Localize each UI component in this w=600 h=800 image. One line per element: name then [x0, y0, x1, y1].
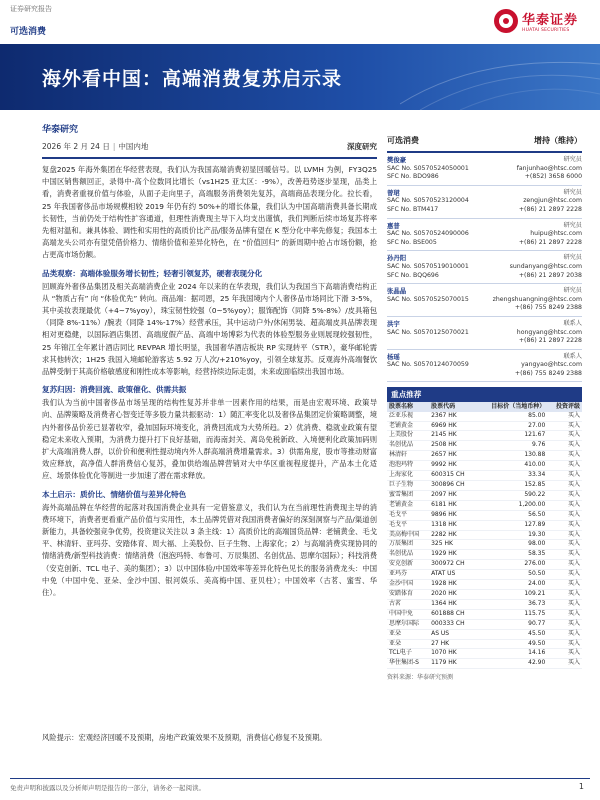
target-price-cell: 45.50	[476, 629, 548, 639]
table-row	[387, 570, 582, 580]
report-doc-type: 深度研究	[347, 142, 377, 151]
table-row	[387, 619, 582, 629]
stock-name-cell: 毛戈平	[387, 510, 429, 520]
target-price-cell: 50.50	[476, 570, 548, 580]
rating-cell: 买入	[547, 441, 582, 451]
analyst-list	[387, 156, 582, 382]
rating-cell: 买入	[547, 490, 582, 500]
stock-name-cell: 蜜雪集团	[387, 490, 429, 500]
stock-name-cell: 安踏体育	[387, 589, 429, 599]
table-row	[387, 421, 582, 431]
section-3-title: 本土启示：质价比、情绪价值与差异化特色	[42, 489, 187, 499]
stock-code-cell: 1364 HK	[429, 599, 475, 609]
table-row	[387, 560, 582, 570]
target-price-cell: 56.50	[476, 510, 548, 520]
stock-code-cell: 6969 HK	[429, 421, 475, 431]
analyst-card	[387, 320, 582, 350]
target-price-cell: 36.73	[476, 599, 548, 609]
analyst-phone: +(86) 21 2897 2228	[518, 238, 582, 246]
analyst-name: 孙丹阳	[387, 254, 407, 263]
target-price-cell: 127.89	[476, 520, 548, 530]
table-row	[387, 441, 582, 451]
analyst-role: 研究员	[563, 156, 582, 163]
stock-code-cell: 2508 HK	[429, 441, 475, 451]
analyst-card	[387, 189, 582, 219]
stock-code-cell: 1928 HK	[429, 580, 475, 590]
stock-code-cell: 300972 CH	[429, 560, 475, 570]
report-type-label: 证券研究报告	[10, 5, 52, 13]
col-target-price: 目标价（当地币种）	[476, 402, 548, 411]
table-row	[387, 540, 582, 550]
analyst-card	[387, 222, 582, 252]
stock-code-cell: ATAT US	[429, 570, 475, 580]
stock-name-cell: 万辰集团	[387, 540, 429, 550]
stock-code-cell: 600315 CH	[429, 471, 475, 481]
analyst-sac: SAC No. S0570519010001	[387, 262, 469, 270]
analyst-email[interactable]: yangyao@htsc.com	[521, 361, 582, 369]
table-row	[387, 461, 582, 471]
stock-code-cell: 2367 HK	[429, 412, 475, 421]
target-price-cell: 276.00	[476, 560, 548, 570]
stock-code-cell: AS US	[429, 629, 475, 639]
rating-cell: 买入	[547, 461, 582, 471]
stock-name-cell: 名创优品	[387, 441, 429, 451]
analyst-name: 杨瑶	[387, 352, 400, 361]
stock-name-cell: 泡泡玛特	[387, 461, 429, 471]
rating-header	[387, 135, 582, 153]
stock-name-cell: 华住集团-S	[387, 659, 429, 669]
table-row	[387, 649, 582, 659]
stock-code-cell: 1179 HK	[429, 659, 475, 669]
footer-divider	[10, 778, 590, 779]
target-price-cell: 90.77	[476, 619, 548, 629]
analyst-sfc: SFC No. BTM417	[387, 205, 439, 213]
analyst-sac: SAC No. S0570524090006	[387, 230, 469, 238]
table-row	[387, 471, 582, 481]
analyst-sac: SAC No. S0570523120004	[387, 197, 469, 205]
recommend-table	[387, 402, 582, 669]
section-2-body: 我们认为当前中国奢侈品市场呈现的结构性复苏并非单一因素作用的结果，而是由宏观环境、政策导向、品牌策略及消费者心智变迁等多股力量共振驱动：1）随汇率变化以及奢侈品集团定价策略调整，境内外奢侈品价差已显著收窄，叠加国际环境变化，消费回流成为大势所趋。2）优消费、稳就业政策有望稳定未来收入预期，为消费力提升打下良好基础，而海南封关、离岛免税新政、入境便利化政策加码则扩大高端消费人群，以价价和便利性提动境内外人群高端消费增量需求。3）供需角度，股市等推动财富效应释放，高净值人群消费信心复苏，叠加供给端品牌营销对大中华区重视程度提升，产品本土化适应、场景体验优化等制进一步加速了潜在需求释放。	[42, 398, 377, 481]
intro-paragraph: 复盘2025 年海外集团在华经营表现，我们认为我国高端消费初显回暖信号。以 LVMH 为例，FY3Q25 中国区销售额回正，录得中-高个位数同比增长（vs1H25 亚太区：-9%），改善趋势逐步显现，品类上看，消费者重视价值与体验，从面子走向里子，高端服务消费领先复苏，高端商品表现分化。拉长看，25 年我国奢侈品市场规模相较 2019 年仍有约 50%+的增长体量，我们认为中国高端消费具备长期成长韧性，当前仍处于结构性扩容通道，但理性消费现主导下入均支出谨慎，我们判断后续市场复苏将率先相对温和。兼具体验、调性和实用性的高质价比产品/服务品牌有望在 K 型分化中率先修复；我国本土高端龙头公司亦有望凭借价格力、情绪价值和差异化特色，在 “价值回归” 的新周期中抢占市场份额，抢占更高市场份额。	[42, 165, 377, 260]
stock-name-cell: 老铺黄金	[387, 421, 429, 431]
target-price-cell: 1,200.00	[476, 500, 548, 510]
analyst-card	[387, 353, 582, 383]
stock-name-cell: 巨子生物	[387, 481, 429, 491]
analyst-role: 研究员	[563, 254, 582, 262]
table-row	[387, 510, 582, 520]
stock-code-cell: 2145 HK	[429, 431, 475, 441]
analyst-sfc: SFC No. BSE005	[387, 238, 437, 246]
target-price-cell: 33.34	[476, 471, 548, 481]
stock-name-cell: 中国中免	[387, 609, 429, 619]
target-price-cell: 85.00	[476, 412, 548, 421]
rating-sector: 可选消费	[387, 136, 419, 145]
stock-code-cell: 6181 HK	[429, 500, 475, 510]
stock-code-cell: 9992 HK	[429, 461, 475, 471]
col-stock-name: 股票名称	[387, 402, 429, 411]
analyst-email[interactable]: hongyang@htsc.com	[516, 328, 582, 336]
stock-code-cell: 300896 CH	[429, 481, 475, 491]
analyst-name: 洪宇	[387, 319, 400, 328]
disclaimer-note: 免责声明和披露以及分析师声明是报告的一部分，请务必一起阅读。	[10, 784, 205, 792]
rating-cell: 买入	[547, 451, 582, 461]
stock-name-cell: 思摩尔国际	[387, 619, 429, 629]
page-footer	[0, 778, 600, 792]
analyst-name: 樊俊豪	[387, 156, 407, 164]
rating-cell: 买入	[547, 659, 582, 669]
target-price-cell: 42.90	[476, 659, 548, 669]
section-1-body: 回顾海外奢侈品集团及相关高端消费企业 2024 年以来的在华表现，我们认为我国当下高端消费结构正从 “物质占有” 向 “体验优先” 转向。商品端：据司恩，25 年我国境内个人奢侈品市场同比下滑 3-5%，其中美妆表现最优（+4~7%yoy），珠宝韧性较强（0~5%yoy）；服饰配饰（同降 5%-8%）/皮具箱包（同降 8%-11%）/腕表（同降 14%-17%）经营承压，其中运动户外/休闲男装、超高端皮具品牌表现相对更稳健，以国际酒店集团、高端度假产品、高端中场博彩为代表的体验型服务业则展现较强韧性，25 年锦江全年累计酒店同比 REVPAR 增长明显，我国奢华酒店板块 RP 实现转平（STR），豪华邮轮需求其他转次；1H25 我国入境邮轮游客达 5.92 万人次/+210%yoy，引领全球复苏。反观海外高端餐饮品牌受制于其高价格敏感度和刚性成本等影响，经营持续边际走弱，未来或面临续出我国市场。	[42, 281, 377, 377]
target-price-cell: 14.16	[476, 649, 548, 659]
target-price-cell: 58.35	[476, 550, 548, 560]
rating-cell: 买入	[547, 540, 582, 550]
target-price-cell: 152.85	[476, 481, 548, 491]
stock-name-cell: 名创优品	[387, 550, 429, 560]
rating-cell: 买入	[547, 629, 582, 639]
rating-cell: 买入	[547, 570, 582, 580]
target-price-cell: 130.88	[476, 451, 548, 461]
analyst-email[interactable]: fanjunhao@htsc.com	[516, 164, 582, 172]
table-row	[387, 609, 582, 619]
table-row	[387, 490, 582, 500]
target-price-cell: 49.50	[476, 639, 548, 649]
rating-cell: 买入	[547, 649, 582, 659]
stock-name-cell: 金沙中国	[387, 580, 429, 590]
analyst-card	[387, 156, 582, 186]
rating-cell: 买入	[547, 599, 582, 609]
analyst-email[interactable]: zhengshuangning@htsc.com	[492, 295, 582, 303]
research-org: 华泰研究	[42, 125, 79, 135]
report-region: 中国内地	[118, 142, 149, 151]
rating-cell: 买入	[547, 580, 582, 590]
rating-cell: 买入	[547, 550, 582, 560]
table-row	[387, 629, 582, 639]
stock-code-cell: 9896 HK	[429, 510, 475, 520]
table-row	[387, 530, 582, 540]
page-number: 1	[578, 782, 584, 791]
analyst-sfc: SFC No. BQQ696	[387, 271, 439, 279]
table-row	[387, 412, 582, 421]
stock-code-cell: 601888 CH	[429, 609, 475, 619]
stock-name-cell: 老铺黄金	[387, 500, 429, 510]
report-category: 可选消费	[10, 27, 47, 37]
analyst-sac: SAC No. S0570524050001	[387, 164, 469, 172]
target-price-cell: 24.00	[476, 580, 548, 590]
huatai-logo-icon	[494, 9, 518, 33]
analyst-phone: +(86) 21 2897 2038	[518, 271, 582, 279]
analyst-phone: +(86) 21 2897 2228	[518, 205, 582, 213]
rating-value: 增持（维持）	[534, 136, 582, 145]
analyst-phone: +(86) 21 2897 2228	[518, 337, 582, 345]
sidebar-column	[387, 118, 582, 681]
target-price-cell: 109.21	[476, 589, 548, 599]
rating-cell: 买入	[547, 500, 582, 510]
analyst-sac: SAC No. S0570124070059	[387, 361, 469, 369]
analyst-name: 惠普	[387, 221, 400, 230]
rating-cell: 买入	[547, 560, 582, 570]
huatai-logo	[494, 6, 586, 36]
stock-name-cell: TCL电子	[387, 649, 429, 659]
analyst-email[interactable]: sundanyang@htsc.com	[509, 262, 582, 270]
target-price-cell: 590.22	[476, 490, 548, 500]
rating-cell: 买入	[547, 481, 582, 491]
table-row	[387, 659, 582, 669]
stock-name-cell: 亚朵	[387, 629, 429, 639]
target-price-cell: 410.00	[476, 461, 548, 471]
stock-code-cell: 2657 HK	[429, 451, 475, 461]
table-row	[387, 639, 582, 649]
table-row	[387, 589, 582, 599]
rating-cell: 买入	[547, 619, 582, 629]
stock-code-cell: 000333 CH	[429, 619, 475, 629]
target-price-cell: 19.30	[476, 530, 548, 540]
analyst-sac: SAC No. S0570125070021	[387, 328, 469, 336]
section-1-title: 品类观察：高端体验服务增长韧性；轻奢引领复苏，硬奢表现分化	[42, 268, 263, 278]
target-price-cell: 27.00	[476, 421, 548, 431]
rating-cell: 买入	[547, 510, 582, 520]
recommend-title: 重点推荐	[387, 387, 582, 402]
rating-cell: 买入	[547, 530, 582, 540]
analyst-role: 研究员	[563, 188, 582, 196]
table-source: 资料来源：华泰研究预测	[387, 674, 454, 682]
rating-cell: 买入	[547, 609, 582, 619]
analyst-role: 研究员	[563, 221, 582, 229]
table-row	[387, 599, 582, 609]
analyst-phone: +(86) 755 8249 2388	[514, 304, 582, 312]
stock-name-cell: 古茗	[387, 599, 429, 609]
report-meta: 2026 年 2 月 24 日 | 中国内地 深度研究	[42, 141, 377, 159]
target-price-cell: 115.75	[476, 609, 548, 619]
recommend-header-row	[387, 402, 582, 411]
col-stock-code: 股票代码	[429, 402, 475, 411]
analyst-phone: +(852) 3658 6000	[524, 173, 582, 181]
stock-name-cell: 泛亚乐视	[387, 412, 429, 421]
stock-code-cell: 1318 HK	[429, 520, 475, 530]
target-price-cell: 9.76	[476, 441, 548, 451]
analyst-card	[387, 254, 582, 284]
rating-cell: 买入	[547, 412, 582, 421]
rating-cell: 买入	[547, 431, 582, 441]
analyst-role: 联系人	[563, 319, 582, 327]
stock-code-cell: 325 HK	[429, 540, 475, 550]
rating-cell: 买入	[547, 639, 582, 649]
report-title: 海外看中国：高端消费复苏启示录	[42, 68, 343, 90]
stock-name-cell: 亚朵	[387, 639, 429, 649]
stock-code-cell: 2282 HK	[429, 530, 475, 540]
section-3-body: 海外高端品牌在华经营的起落对我国消费企业具有一定借鉴意义，我们认为在当前理性消费现主导的消费环境下，消费者更看重产品价值与实用性，本土品牌凭借对我国消费者偏好的深刻洞察与产品/渠道创新能力，具备较强竞争优势，投资建议关注以 3 条主线：1）高质价比的高端国货品牌：老铺黄金、毛戈平、林清轩、亚玛芬、安踏体育、周大福、上美股份、巨子生物、上海家化；2）与高端消费实现协同的情绪消费/新型科技消费：情绪消费（泡泡玛特、布鲁可、万辰集团、名创优品、思摩尔国际）；科技消费（安克创新、TCL 电子、美的集团）；3）以中国体验/中国效率等差异化特色见长的服务消费龙头：中国中免（中国中免、亚朵、金沙中国、银河娱乐、美高梅中国、亚贝柱）；中国效率（古茗、蜜雪、华住）。	[42, 502, 377, 598]
rating-cell: 买入	[547, 520, 582, 530]
stock-code-cell: 1070 HK	[429, 649, 475, 659]
analyst-sfc: SFC No. BDO986	[387, 173, 439, 181]
stock-name-cell: 毛戈平	[387, 520, 429, 530]
table-row	[387, 431, 582, 441]
table-row	[387, 550, 582, 560]
analyst-name: 张晶晶	[387, 287, 407, 296]
target-price-cell: 98.00	[476, 540, 548, 550]
section-2-title: 复苏归因：消费回流、政策催化、供需共振	[42, 385, 187, 395]
target-price-cell: 121.67	[476, 431, 548, 441]
analyst-email[interactable]: zengjun@htsc.com	[523, 197, 582, 205]
stock-name-cell: 上美股份	[387, 431, 429, 441]
stock-code-cell: 1929 HK	[429, 550, 475, 560]
table-row	[387, 481, 582, 491]
banner-decoration	[400, 44, 600, 110]
title-banner	[0, 44, 600, 110]
analyst-sac: SAC No. S0570525070015	[387, 295, 469, 303]
col-rating: 投资评级	[547, 402, 582, 411]
logo-en-text: HUATAI SECURITIES	[522, 28, 570, 33]
rating-cell: 买入	[547, 589, 582, 599]
stock-name-cell: 上海家化	[387, 471, 429, 481]
report-date: 2026 年 2 月 24 日	[42, 142, 110, 151]
rating-cell: 买入	[547, 421, 582, 431]
risk-warning: 风险提示：宏观经济回暖不及预期，房地产政策效果不及预期，消费信心修复不及预期。	[42, 733, 327, 742]
stock-name-cell: 林清轩	[387, 451, 429, 461]
stock-name-cell: 美高梅中国	[387, 530, 429, 540]
analyst-phone: +(86) 755 8249 2388	[514, 369, 582, 377]
analyst-card	[387, 287, 582, 317]
stock-code-cell: 2097 HK	[429, 490, 475, 500]
rating-cell: 买入	[547, 471, 582, 481]
analyst-role: 研究员	[563, 287, 582, 295]
table-row	[387, 500, 582, 510]
table-row	[387, 451, 582, 461]
table-row	[387, 520, 582, 530]
analyst-email[interactable]: huipu@htsc.com	[530, 230, 582, 238]
table-row	[387, 580, 582, 590]
logo-cn-text: 华泰证券	[522, 13, 579, 28]
stock-name-cell: 亚玛芬	[387, 570, 429, 580]
stock-code-cell: 2020 HK	[429, 589, 475, 599]
main-column	[42, 118, 377, 599]
stock-code-cell: 27 HK	[429, 639, 475, 649]
analyst-name: 曾珺	[387, 188, 400, 197]
stock-name-cell: 安克创新	[387, 560, 429, 570]
analyst-role: 联系人	[563, 352, 582, 360]
